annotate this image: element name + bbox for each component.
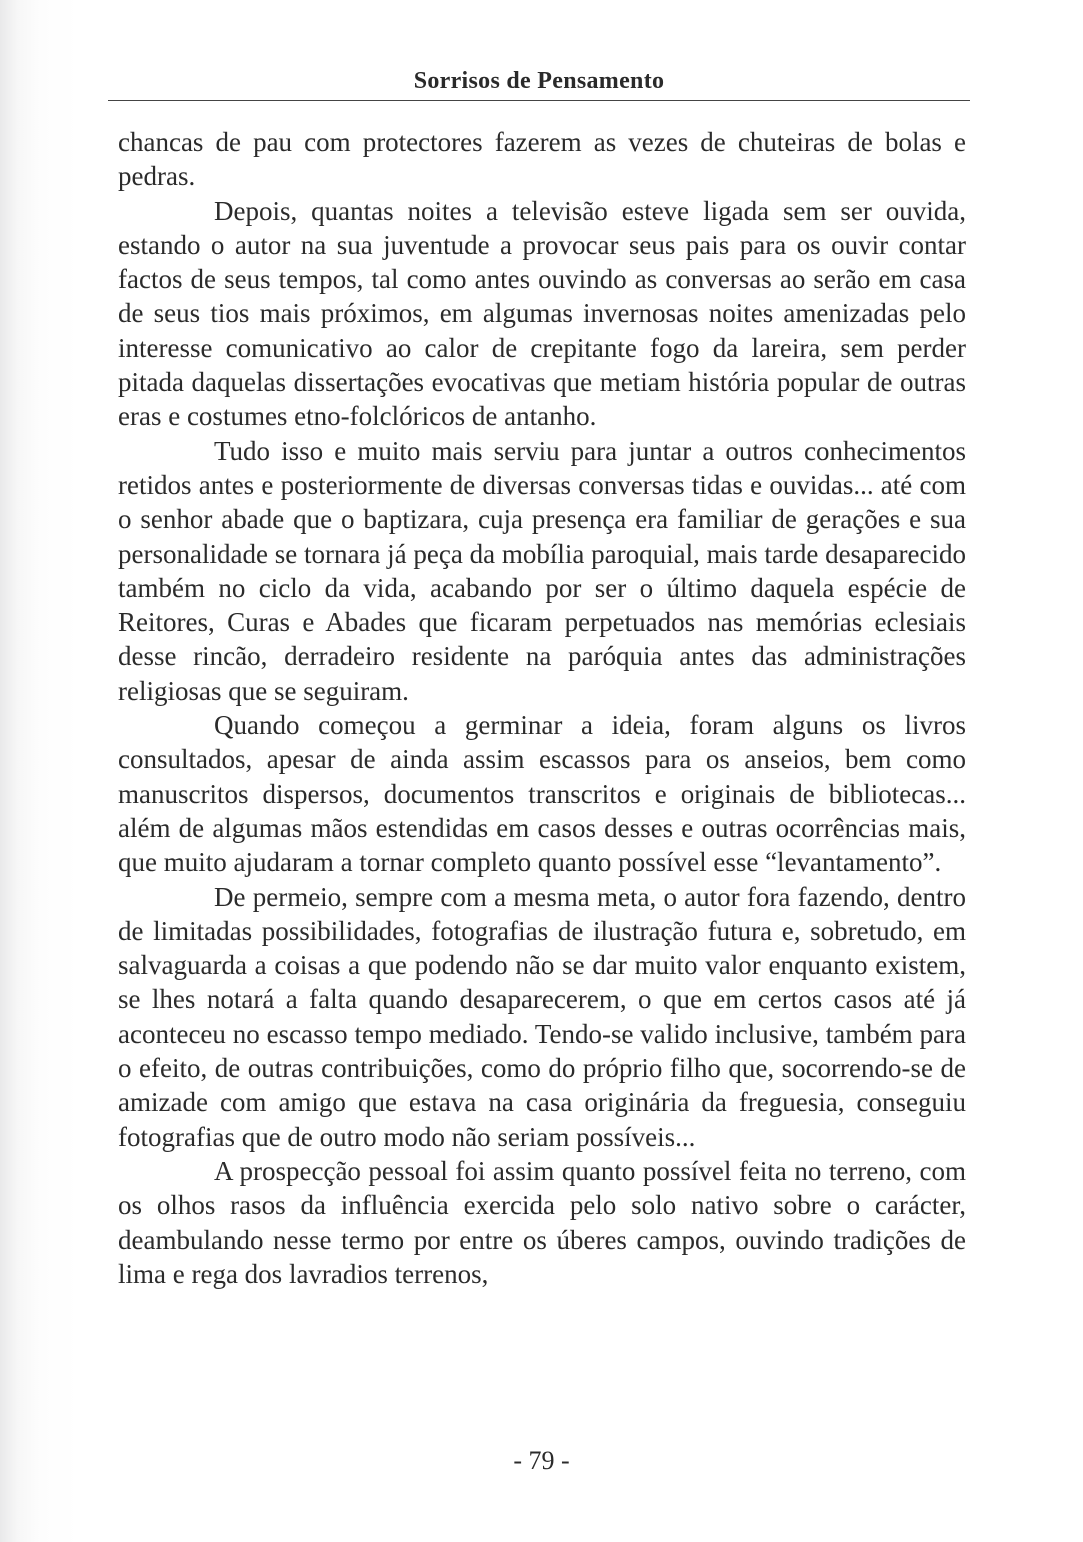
header-rule: [108, 100, 970, 101]
paragraph: Tudo isso e muito mais serviu para juntar a outros conhecimentos retidos antes e posteriormente de diversas conversas tidas e ouvidas... até com o senhor abade que o baptizara, cuja presença era familiar de gerações e sua personalidade se tornara já peça da mobília paroquial, mais tarde desaparecido também no ciclo da vida, acabando por ser o último daquela espécie de Reitores, Curas e Abades que ficaram perpetuados nas memórias eclesiais desse rincão, derradeiro residente na paróquia antes das administrações religiosas que se seguiram.: [118, 435, 966, 706]
paragraph: Quando começou a germinar a ideia, foram alguns os livros consultados, apesar de ainda assim escassos para os anseios, bem como manuscritos dispersos, documentos transcritos e originais de bibliotecas... além de algumas mãos estendidas em casos desses e outras ocorrências mais, que muito ajudaram a tornar completo quanto possível esse “levantamento”.: [118, 710, 966, 878]
running-header-title: Sorrisos de Pensamento: [413, 68, 665, 94]
body-text: [118, 125, 966, 1291]
paragraph: Depois, quantas noites a televisão esteve ligada sem ser ouvida, estando o autor na sua juventude a provocar seus pais para os ouvir contar factos de seus tempos, tal como antes ouvindo as conversas ao serão em casa de seus tios mais próximos, em algumas invernosas noites amenizadas pelo interesse comunicativo ao calor de crepitante fogo da lareira, sem perder pitada daquelas dissertações evocativas que metiam história popular de outras eras e costumes etno-folclóricos de antanho.: [118, 195, 966, 432]
paragraph: A prospecção pessoal foi assim quanto possível feita no terreno, com os olhos rasos da influência exercida pelo solo nativo sobre o carácter, deambulando nesse termo por entre os úberes campos, ouvindo tradições de lima e rega dos lavradios terrenos,: [118, 1155, 966, 1289]
page-number: - 79 -: [513, 1446, 570, 1475]
paragraph: De permeio, sempre com a mesma meta, o autor fora fazendo, dentro de limitadas possibilidades, fotografias de ilustração futura e, sobretudo, em salvaguarda a coisas a que podendo não se dar muito valor enquanto existem, se lhes notará a falta quando desaparecerem, o que em certos casos até já aconteceu no escasso tempo mediado. Tendo-se valido inclusive, também para o efeito, de outras contribuições, como do próprio filho que, socorrendo-se de amizade com amigo que estava na casa originária da freguesia, conseguiu fotografias que de outro modo não seriam possíveis...: [118, 881, 966, 1152]
paragraph-continuation: chancas de pau com protectores fazerem as vezes de chuteiras de bolas e pedras.: [118, 127, 966, 192]
